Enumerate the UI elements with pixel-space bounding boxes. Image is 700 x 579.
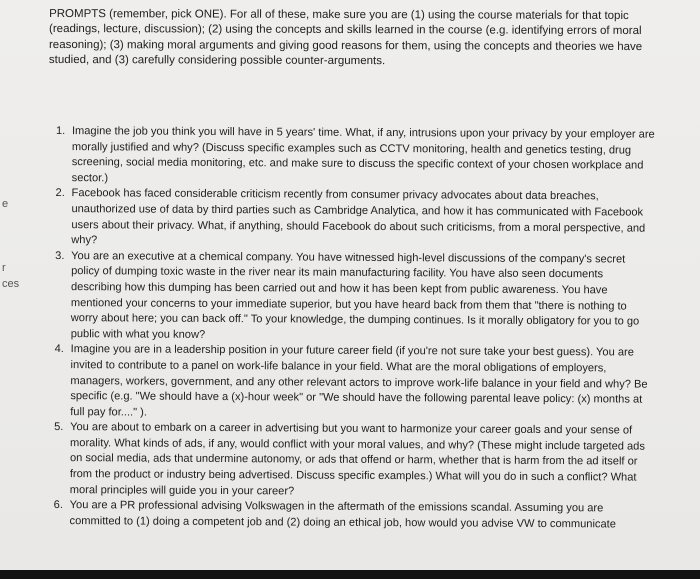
prompt-item — [54, 498, 654, 533]
prompt-number: 6. — [53, 499, 63, 512]
prompt-number: 2. — [55, 187, 65, 200]
edge-fragment-text: ces — [2, 278, 20, 290]
prompt-item — [55, 249, 656, 346]
bottom-dark-edge — [0, 570, 700, 579]
prompt-text: You are an executive at a chemical company. You have witnessed high-level discussions of the company's secret policy of dumping toxic waste in the river near its main manufacturing facility. You have also seen documents describing how this dumping has been carried out and how it has been kept from public awareness. You have mentioned your concerns to your immediate superior, but you have heard back from them that "there is nothing to worry about here; you can back off." To your knowledge, the dumping continues. Is it morally obligatory for you to go public with what you know? — [70, 249, 640, 341]
prompt-text: You are a PR professional advising Volkswagen in the aftermath of the emissions scandal. Assuming you are committed to (1) doing a competent job and (2) doing an ethical job, how would you advise VW to communicate — [69, 499, 616, 531]
prompt-item — [54, 420, 654, 502]
prompt-number: 5. — [54, 421, 64, 434]
prompts-intro-paragraph: PROMPTS (remember, pick ONE). For all of these, make sure you are (1) using the course materials for that topic (readings, lecture, discussion); (2) using the concepts and skills learned in the course (e.g. identifying errors of moral reasoning); (3) making moral arguments and giving good reasons for them, using the concepts and theories we have studied, and (3) carefully considering possible counter-arguments. — [48, 7, 643, 68]
prompt-item — [54, 342, 654, 424]
prompt-item — [55, 186, 655, 252]
prompt-list — [54, 124, 656, 533]
prompt-text: You are about to embark on a career in advertising but you want to harmonize your career goals and your sense of morality. What kinds of ads, if any, would conflict with your moral values, and why? (These might include targeted ads on social media, ads that undermine autonomy, or ads that offend or harm, whether that is harm from the ad itself or from the product or industry being advertised. Discuss specific examples.) What will you do in such a conflict? What moral principles will guide you in your career? — [69, 421, 645, 498]
prompt-text: Imagine you are in a leadership position in your future career field (if you're not sure take your best guess). You are invited to contribute to a panel on work-life balance in your field. What are the moral obligations of employers, managers, workers, government, and any other relevant actors to improve work-life balance in your field and why? Be specific (e.g. "We should have a (x)-hour week" or "We should have the following parental leave policy: (x) months at full pay for...." ). — [70, 343, 648, 419]
prompt-item — [56, 124, 656, 190]
edge-fragment-text: e — [2, 198, 9, 210]
prompt-number: 1. — [55, 124, 66, 138]
prompt-number: 4. — [54, 343, 64, 356]
prompt-number: 3. — [55, 249, 65, 262]
prompt-text: Facebook has faced considerable criticism recently from consumer privacy advocates about data breaches, unauthorized use of data by third parties such as Cambridge Analytica, and how it has communicated with Facebook users about their privacy. What, if anything, should Facebook do about such criticisms, from a moral perspective, and why? — [71, 187, 646, 247]
prompt-text: Imagine the job you think you will have in 5 years' time. What, if any, intrusions upon your privacy by your employer are morally justified and why? (Discuss specific examples such as CCTV monitoring, health and genetics testing, drug screening, social media monitoring, etc. and make sure to discuss the specific context of your chosen workplace and sector.) — [71, 125, 655, 185]
edge-fragment-text: r — [2, 262, 6, 274]
